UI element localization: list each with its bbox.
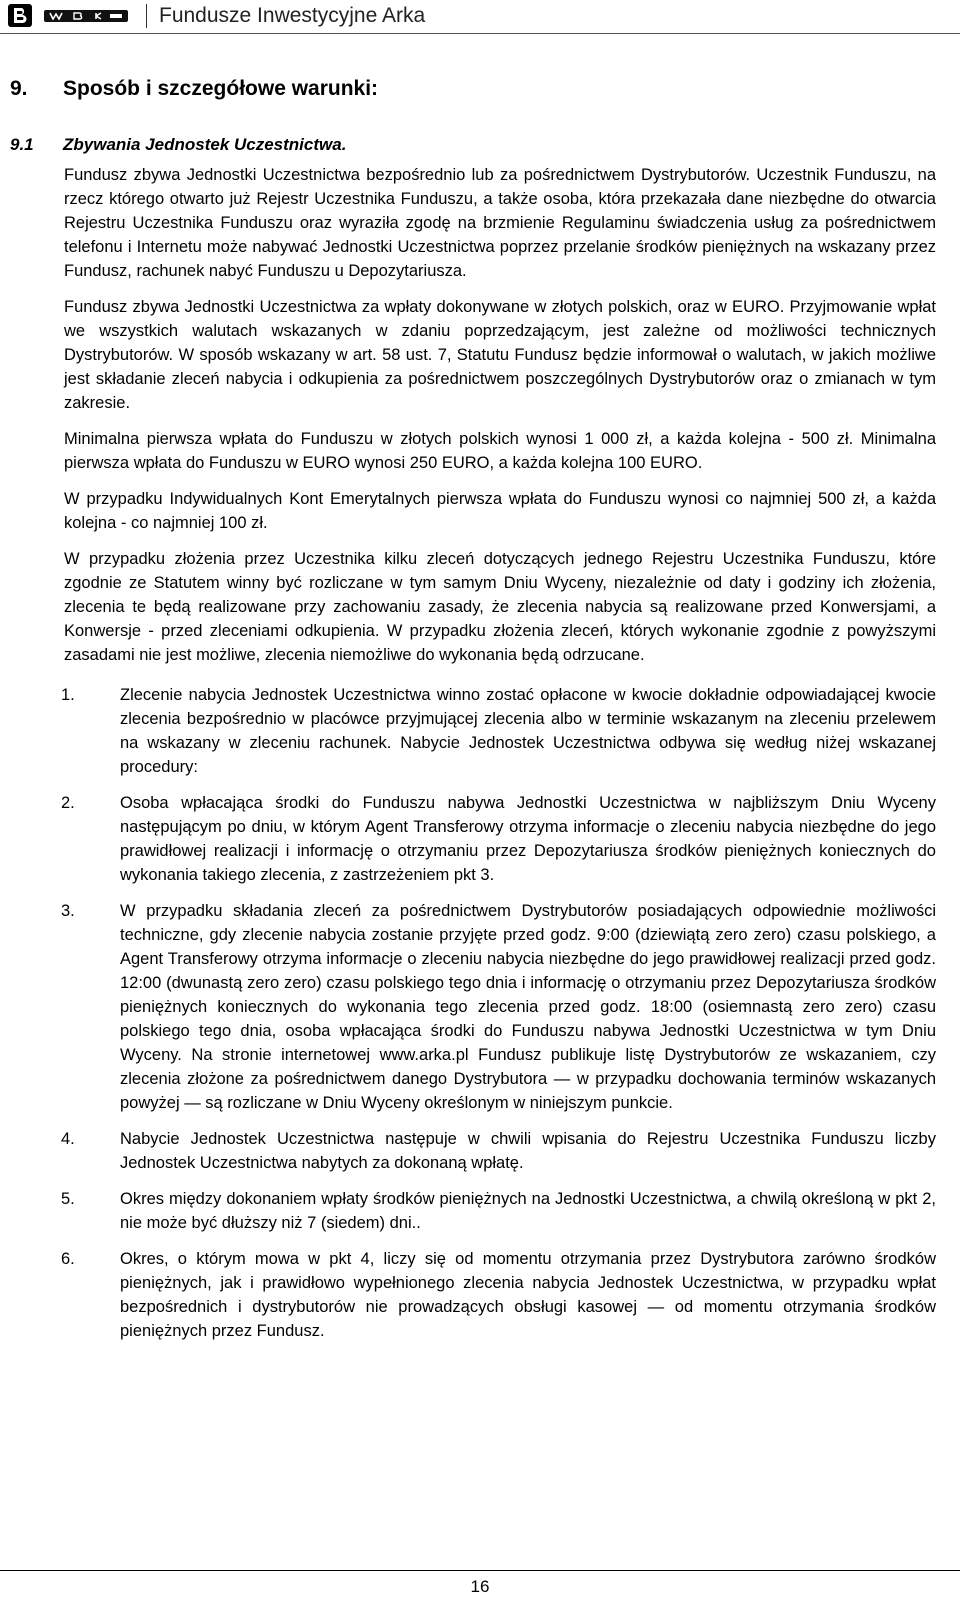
paragraph: Fundusz zbywa Jednostki Uczestnictwa za wpłaty dokonywane w złotych polskich, oraz w EURO. Przyjmowanie wpłat we wszystkich walutach wskazanych w zdaniu poprzedzającym, jest zależne od możliwości technicznych Dystrybutorów. W sposób wskazany w art. 58 ust. 7, Statutu Fundusz będzie informował o walutach, w jakich możliwe jest składanie zleceń nabycia i odkupienia za pośrednictwem poszczególnych Dystrybutorów oraz o zmianach w tym zakresie.: [64, 298, 936, 412]
page-header: [0, 0, 960, 32]
list-item: [61, 899, 936, 1115]
page-number: 16: [470, 1577, 490, 1596]
subsection-title: Zbywania Jednostek Uczestnictwa.: [63, 135, 347, 154]
paragraph: W przypadku Indywidualnych Kont Emerytalnych pierwsza wpłata do Funduszu wynosi co najmniej 500 zł, a każda kolejna - co najmniej 100 zł.: [64, 490, 936, 532]
wbk-wordmark-icon: [44, 9, 128, 21]
list-item-number: 3.: [61, 902, 75, 920]
subsection-heading: [10, 134, 346, 156]
paragraph: Minimalna pierwsza wpłata do Funduszu w złotych polskich wynosi 1 000 zł, a każda kolejna - 500 zł. Minimalna pierwsza wpłata do Funduszu w EURO wynosi 250 EURO, a każda kolejna 100 EURO.: [64, 430, 936, 472]
list-item: [61, 683, 936, 779]
list-item-number: 1.: [61, 686, 75, 704]
section-title: Sposób i szczegółowe warunki:: [63, 77, 379, 100]
list-item-text: Zlecenie nabycia Jednostek Uczestnictwa winno zostać opłacone w kwocie dokładnie odpowiadającej kwocie zlecenia bezpośrednio w placówce przyjmującej zlecenia albo w terminie wskazanym na zleceniu przelewem na wskazany w zleceniu rachunek. Nabycie Jednostek Uczestnictwa odbywa się według niżej wskazanej procedury:: [120, 686, 936, 776]
list-item-text: Okres, o którym mowa w pkt 4, liczy się od momentu otrzymania przez Dystrybutora zarówno środków pieniężnych, jak i prawidłowo wypełnionego zlecenia nabycia Jednostek Uczestnictwa, w przypadku wpłat bezpośrednich i dystrybutorów nie prowadzących obsługi kasowej — od momentu otrzymania środków pieniężnych przez Fundusz.: [120, 1250, 936, 1340]
list-item-number: 6.: [61, 1250, 75, 1268]
section-heading: [10, 76, 378, 102]
list-item: [61, 791, 936, 887]
list-item-number: 4.: [61, 1130, 75, 1148]
header-title: Fundusze Inwestycyjne Arka: [159, 4, 426, 27]
document-body: [61, 163, 936, 1355]
list-item-text: W przypadku składania zleceń za pośrednictwem Dystrybutorów posiadających odpowiednie możliwości techniczne, gdy zlecenie nabycia zostanie przyjęte przed godz. 9:00 (dziewiątą zero zero) czasu polskiego, a Agent Transferowy otrzyma informacje o zleceniu nabycia niezbędne do jego prawidłowej realizacji przed godz. 12:00 (dwunastą zero zero) czasu polskiego tego dnia i informację o otrzymaniu przez Depozytariusza środków pieniężnych koniecznych do wykonania tego zlecenia przed godz. 18:00 (osiemnastą zero zero) czasu polskiego tego dnia, osoba wpłacająca środki do Funduszu nabywa Jednostki Uczestnictwa w tym Dniu Wyceny. Na stronie internetowej www.arka.pl Fundusz publikuje listę Dystrybutorów ze wskazaniem, czy zlecenia złożone za pośrednictwem danego Dystrybutora — w przypadku dochowania terminów wskazanych powyżej — są rozliczane w Dniu Wyceny określonym w niniejszym punkcie.: [120, 902, 936, 1112]
list-item-text: Osoba wpłacająca środki do Funduszu nabywa Jednostki Uczestnictwa w najbliższym Dniu Wyceny następującym po dniu, w którym Agent Transferowy otrzyma informacje o zleceniu nabycia niezbędne do jego prawidłowej realizacji i informację o otrzymaniu przez Depozytariusza środków pieniężnych koniecznych do wykonania takiego zlecenia, z zastrzeżeniem pkt 3.: [120, 794, 936, 884]
bzwbk-b-icon: [8, 4, 32, 27]
subsection-number: 9.1: [10, 135, 34, 154]
list-item-number: 2.: [61, 794, 75, 812]
list-item: [61, 1247, 936, 1343]
header-rule: [0, 33, 960, 34]
footer-rule: [0, 1570, 960, 1571]
list-item-text: Okres między dokonaniem wpłaty środków pieniężnych na Jednostki Uczestnictwa, a chwilą określoną w pkt 2, nie może być dłuższy niż 7 (siedem) dni..: [120, 1190, 936, 1232]
header-divider: [146, 4, 147, 28]
list-item-number: 5.: [61, 1190, 75, 1208]
section-number: 9.: [10, 77, 28, 100]
list-item: [61, 1127, 936, 1175]
numbered-list: [61, 683, 936, 1343]
list-item-text: Nabycie Jednostek Uczestnictwa następuje w chwili wpisania do Rejestru Uczestnika Funduszu liczby Jednostek Uczestnictwa nabytych za dokonaną wpłatę.: [120, 1130, 936, 1172]
list-item: [61, 1187, 936, 1235]
paragraph: W przypadku złożenia przez Uczestnika kilku zleceń dotyczących jednego Rejestru Uczestnika Funduszu, które zgodnie ze Statutem winny być rozliczane w tym samym Dniu Wyceny, niezależnie od daty i godziny ich złożenia, zlecenia te będą realizowane przy zachowaniu zasady, że zlecenia nabycia są realizowane przed Konwersjami, a Konwersje - przed zleceniami odkupienia. W przypadku złożenia zleceń, których wykonanie zgodnie z powyższymi zasadami nie jest możliwe, zlecenia niemożliwe do wykonania będą odrzucane.: [64, 550, 936, 664]
paragraph: Fundusz zbywa Jednostki Uczestnictwa bezpośrednio lub za pośrednictwem Dystrybutorów. Uczestnik Funduszu, na rzecz którego otwarto już Rejestr Uczestnika Funduszu, a także osoba, która przekazała dane niezbędne do otwarcia Rejestru Uczestnika Funduszu oraz wyraziła zgodę na brzmienie Regulaminu świadczenia usług za pośrednictwem telefonu i Internetu może nabywać Jednostki Uczestnictwa poprzez przelanie środków pieniężnych na wskazany przez Fundusz, rachunek nabyć Funduszu u Depozytariusza.: [64, 166, 936, 280]
